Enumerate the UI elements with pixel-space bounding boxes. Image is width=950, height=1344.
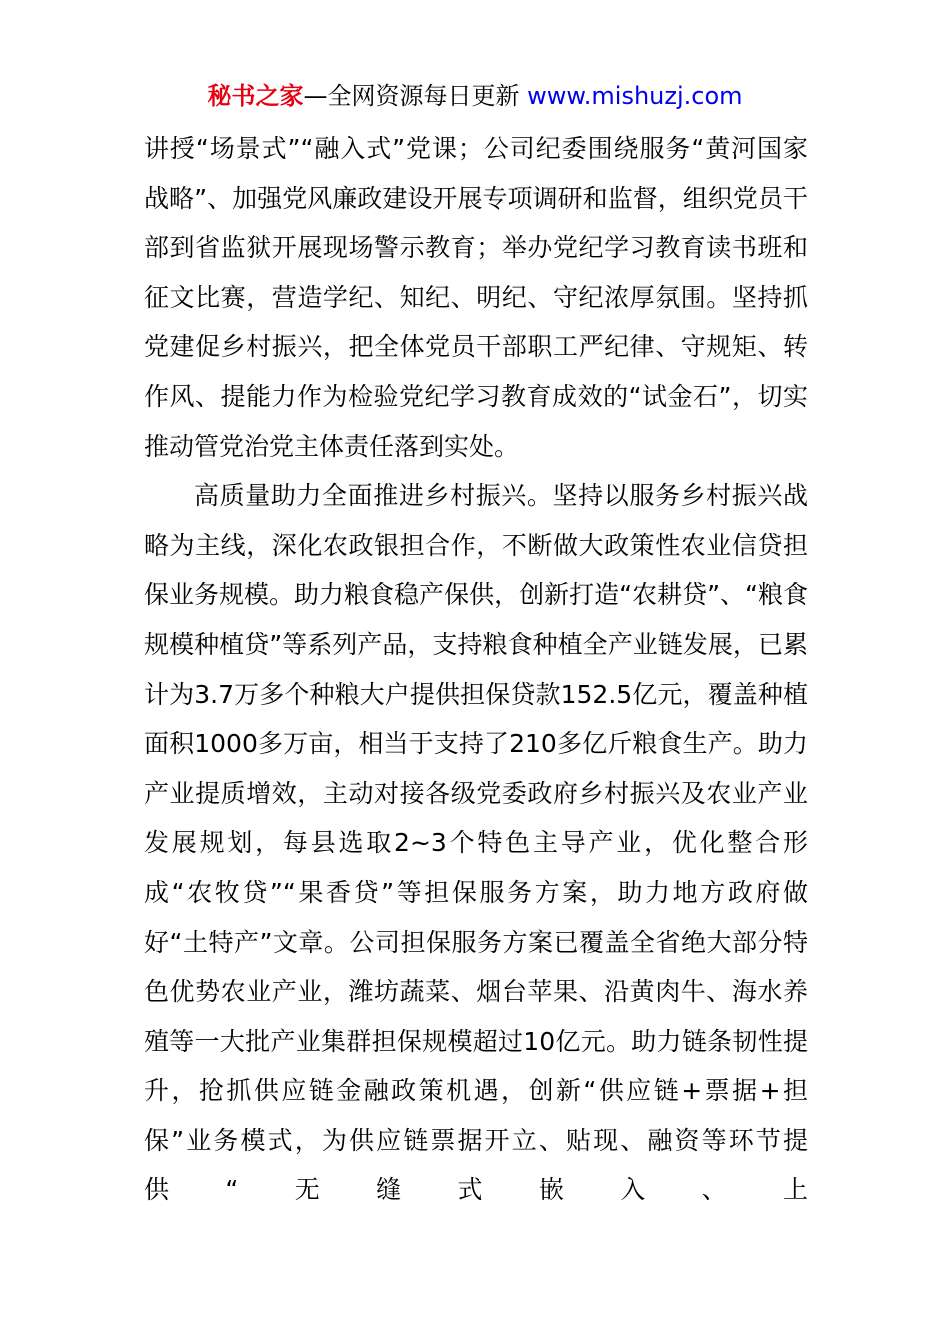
paragraph-1: 讲授“场景式”“融入式”党课；公司纪委围绕服务“黄河国家战略”、加强党风廉政建设开展专项调研和监督，组织党员干部到省监狱开展现场警示教育；举办党纪学习教育读书班和征文比赛，营造学纪、知纪、明纪、守纪浓厚氛围。坚持抓党建促乡村振兴，把全体党员干部职工严纪律、守规矩、转作风、提能力作为检验党纪学习教育成效的“试金石”，切实推动管党治党主体责任落到实处。: [144, 134, 808, 461]
site-tagline: —全网资源每日更新: [303, 82, 528, 110]
paragraph-2: 高质量助力全面推进乡村振兴。坚持以服务乡村振兴战略为主线，深化农政银担合作，不断做大政策性农业信贷担保业务规模。助力粮食稳产保供，创新打造“农耕贷”、“粮食规模种植贷”等系列产品，支持粮食种植全产业链发展，已累计为3.7万多个种粮大户提供担保贷款152.5亿元，覆盖种植面积1000多万亩，相当于支持了210多亿斤粮食生产。助力产业提质增效，主动对接各级党委政府乡村振兴及农业产业发展规划，每县选取2~3个特色主导产业，优化整合形成“农牧贷”“果香贷”等担保服务方案，助力地方政府做好“土特产”文章。公司担保服务方案已覆盖全省绝大部分特色优势农业产业，潍坊蔬菜、烟台苹果、沿黄肉牛、海水养殖等一大批产业集群担保规模超过10亿元。助力链条韧性提升，抢抓供应链金融政策机遇，创新“供应链+票据+担保”业务模式，为供应链票据开立、贴现、融资等环节提供“无缝式嵌入、上: [144, 481, 808, 1205]
document-body: [144, 124, 808, 1215]
site-url-link[interactable]: www.mishuzj.com: [527, 82, 743, 110]
site-brand: 秘书之家: [207, 82, 304, 110]
site-header: [0, 80, 950, 112]
